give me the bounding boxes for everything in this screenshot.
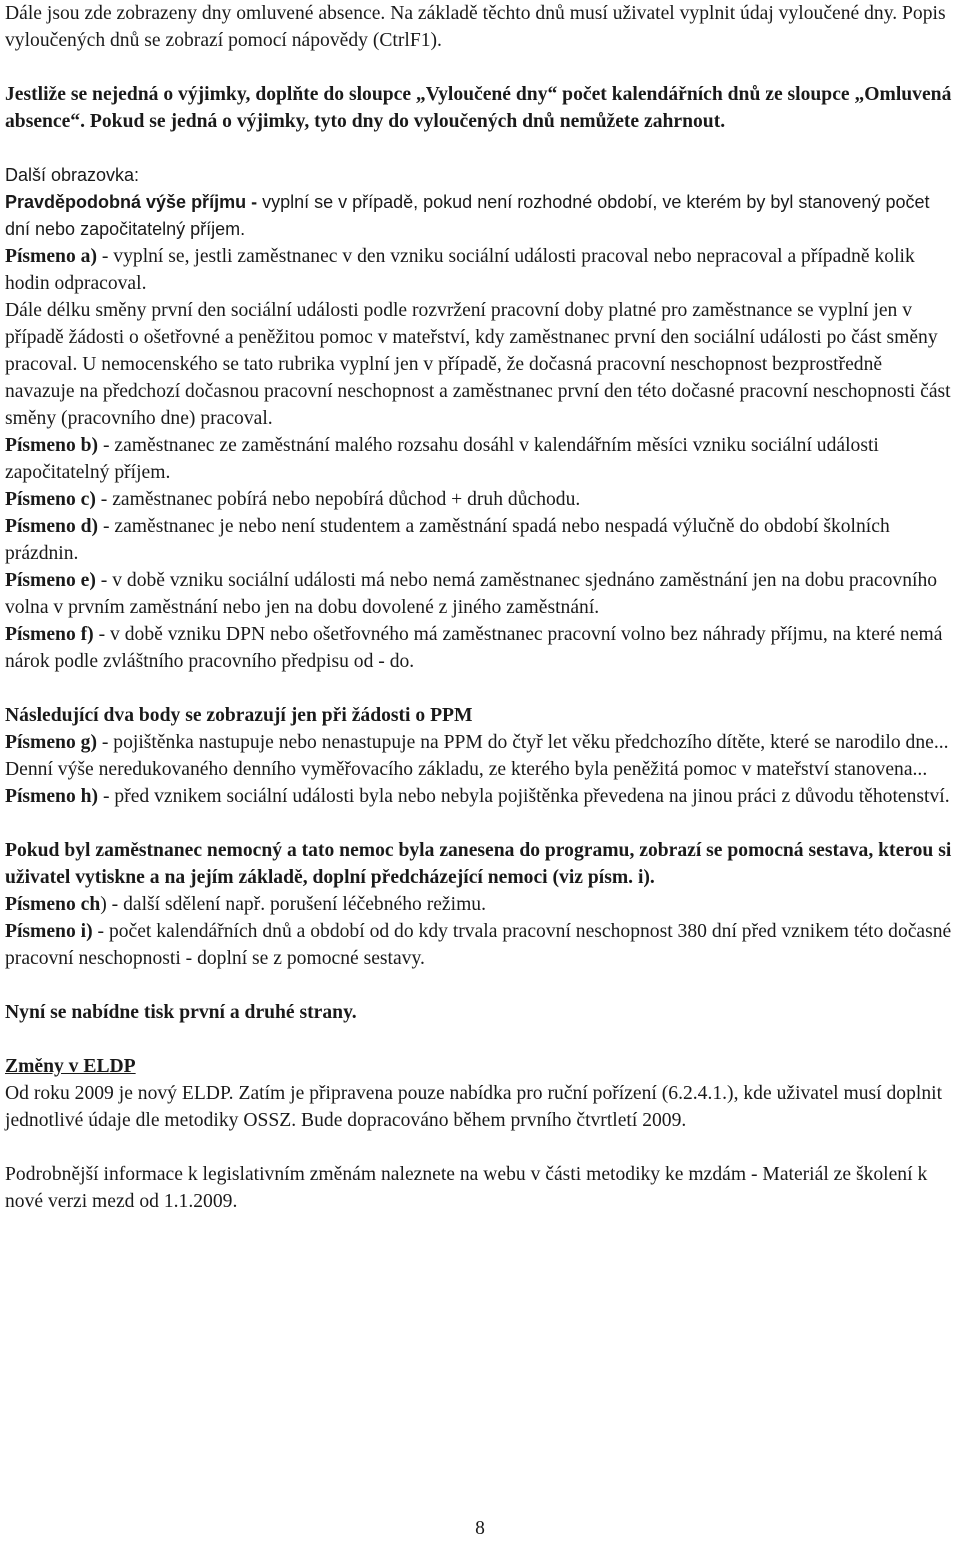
letter-g-paragraph — [5, 729, 955, 783]
letter-d-paragraph — [5, 513, 955, 567]
letter-h-text: - před vznikem sociální události byla nebo nebyla pojištěnka převedena na jinou práci z důvodu těhotenství. — [98, 786, 950, 807]
letter-g-label: Písmeno g) — [5, 732, 97, 753]
exception-paragraph: Jestliže se nejedná o výjimky, doplňte do sloupce „Vyloučené dny“ počet kalendářních dnů ze sloupce „Omluvená absence“. Pokud se jedná o výjimky, tyto dny do vyloučených dnů nemůžete zahrnout. — [5, 84, 952, 132]
letter-ch-paragraph — [5, 891, 955, 918]
income-label: Pravděpodobná výše příjmu - — [5, 192, 258, 212]
intro-paragraph: Dále jsou zde zobrazeny dny omluvené absence. Na základě těchto dnů musí uživatel vyplnit údaj vyloučené dny. Popis vyloučených dnů se zobrazí pomocí nápovědy (CtrlF1). — [5, 3, 946, 51]
document-page — [5, 0, 955, 1215]
letter-b-text: - zaměstnanec ze zaměstnání malého rozsahu dosáhl v kalendářním měsíci vzniku sociální události započitatelný příjem. — [5, 435, 879, 483]
letter-a-label: Písmeno a) — [5, 246, 97, 267]
letter-f-text: - v době vzniku DPN nebo ošetřovného má zaměstnanec pracovní volno bez náhrady příjmu, na které nemá nárok podle zvláštního pracovního předpisu od - do. — [5, 624, 943, 672]
spacer — [5, 1026, 955, 1053]
spacer — [5, 54, 955, 81]
shift-paragraph: Dále délku směny první den sociální události podle rozvržení pracovní doby platné pro zaměstnance se vyplní jen v případě žádosti o ošetřovné a peněžitou pomoc v mateřství, kdy zaměstnanec první den sociální události po část směny pracoval. U nemocenského se tato rubrika vyplní jen v případě, že dočasná pracovní neschopnost bezprostředně navazuje na předchozí dočasnou pracovní neschopnost a zaměstnanec první den této dočasné pracovní neschopnosti část směny (pracovního dne) pracoval. — [5, 300, 951, 429]
letter-ch-text: ) - další sdělení např. porušení léčebného režimu. — [100, 894, 487, 915]
letter-f-paragraph — [5, 621, 955, 675]
letter-e-paragraph — [5, 567, 955, 621]
eldp-paragraph: Od roku 2009 je nový ELDP. Zatím je připravena pouze nabídka pro ruční pořízení (6.2.4.1.), kde uživatel musí doplnit jednotlivé údaje dle metodiky OSSZ. Bude dopracováno během prvního čtvrtletí 2009. — [5, 1083, 943, 1131]
spacer — [5, 675, 955, 702]
page-number: 8 — [475, 1518, 485, 1539]
letter-f-label: Písmeno f) — [5, 624, 94, 645]
letter-h-label: Písmeno h) — [5, 786, 99, 807]
spacer — [5, 135, 955, 162]
more-info-paragraph: Podrobnější informace k legislativním změnám naleznete na webu v části metodiky ke mzdám - Materiál ze školení k nové verzi mezd od 1.1.2009. — [5, 1164, 928, 1212]
spacer — [5, 810, 955, 837]
letter-h-paragraph — [5, 783, 955, 810]
spacer — [5, 1134, 955, 1161]
letter-e-label: Písmeno e) — [5, 570, 96, 591]
print-offer: Nyní se nabídne tisk první a druhé strany. — [5, 1002, 357, 1023]
illness-paragraph: Pokud byl zaměstnanec nemocný a tato nemoc byla zanesena do programu, zobrazí se pomocná sestava, kterou si uživatel vytiskne a na jejím základě, doplní předcházející nemoci (viz písm. i). — [5, 840, 952, 888]
eldp-heading: Změny v ELDP — [5, 1056, 136, 1077]
letter-c-paragraph — [5, 486, 955, 513]
letter-d-text: - zaměstnanec je nebo není studentem a zaměstnání spadá nebo nespadá výlučně do období školních prázdnin. — [5, 516, 890, 564]
letter-d-label: Písmeno d) — [5, 516, 99, 537]
letter-e-text: - v době vzniku sociální události má nebo nemá zaměstnanec sjednáno zaměstnání jen na dobu pracovního volna v prvním zaměstnání nebo jen na dobu dovolené z jiného zaměstnání. — [5, 570, 938, 618]
letter-c-label: Písmeno c) — [5, 489, 96, 510]
letter-ch-label: Písmeno ch — [5, 894, 101, 915]
spacer — [5, 972, 955, 999]
letter-a-paragraph — [5, 243, 955, 297]
income-paragraph — [5, 189, 955, 243]
next-screen-heading: Další obrazovka: — [5, 165, 140, 185]
letter-g-text: - pojištěnka nastupuje nebo nenastupuje na PPM do čtyř let věku předchozího dítěte, které se narodilo dne... Denní výše neredukovaného denního vyměřovacího základu, ze kterého byla peněžitá pomoc v mateřství stanovena... — [5, 732, 949, 780]
letter-i-text: - počet kalendářních dnů a období od do kdy trvala pracovní neschopnost 380 dní před vznikem této dočasné pracovní neschopnosti - doplní se z pomocné sestavy. — [5, 921, 952, 969]
letter-i-paragraph — [5, 918, 955, 972]
letter-b-label: Písmeno b) — [5, 435, 99, 456]
letter-i-label: Písmeno i) — [5, 921, 93, 942]
ppm-heading: Následující dva body se zobrazují jen při žádosti o PPM — [5, 705, 473, 726]
letter-b-paragraph — [5, 432, 955, 486]
letter-c-text: - zaměstnanec pobírá nebo nepobírá důchod + druh důchodu. — [95, 489, 581, 510]
income-text: vyplní se v případě, pokud není rozhodné období, ve kterém by byl stanovený počet dní nebo započitatelný příjem. — [5, 192, 930, 239]
letter-a-text: - vyplní se, jestli zaměstnanec v den vzniku sociální události pracoval nebo nepracoval a případně kolik hodin odpracoval. — [5, 246, 915, 294]
